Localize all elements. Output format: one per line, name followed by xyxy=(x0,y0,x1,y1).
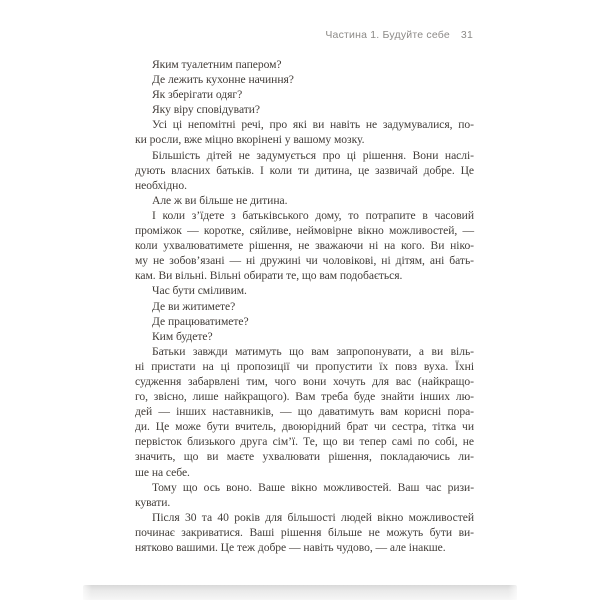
text-line: значить, що ви маєте ухвалювати рішення, покладаючись ли- xyxy=(135,450,474,464)
paragraph xyxy=(135,510,474,555)
text-line: Більшість дітей не задумується про ці рішення. Вони наслі- xyxy=(152,148,474,162)
text-line: Усі ці непомітні речі, про які ви навіть не задумувалися, по- xyxy=(152,118,474,132)
text-line: Тому що ось воно. Ваше вікно можливостей. Ваш час ризи- xyxy=(152,480,474,494)
page-bottom-edge-shadow xyxy=(83,585,517,600)
paragraph xyxy=(135,314,474,329)
paragraph xyxy=(135,299,474,314)
text-line: проміжок — коротке, сяйливе, неймовірне вікно можливостей, — xyxy=(135,224,474,238)
paragraph xyxy=(135,344,474,480)
text-line: Де ви житимете? xyxy=(152,299,236,313)
paragraph xyxy=(135,329,474,344)
text-line: му не зобов’язані — ні дружині чи чоловікові, ні дітям, ані бать- xyxy=(135,254,474,268)
text-line: необхідно. xyxy=(135,178,187,192)
paragraph xyxy=(135,480,474,510)
running-header xyxy=(135,29,473,41)
paragraph xyxy=(135,72,474,87)
text-line: Ким будете? xyxy=(152,329,213,343)
text-line: Де лежить кухонне начиння? xyxy=(152,73,294,87)
text-line: дей — інших наставників, — що даватимуть вам корисні пора- xyxy=(135,405,474,419)
text-line: І коли з’їдете з батьківського дому, то потрапите в часовий xyxy=(152,208,474,222)
text-line: ки росли, вже міцно вкорінені у вашому мозку. xyxy=(135,133,365,147)
paragraph xyxy=(135,193,474,208)
text-line: Час бути сміливим. xyxy=(152,284,247,298)
paragraph xyxy=(135,117,474,147)
paragraph xyxy=(135,148,474,193)
text-line: Але ж ви більше не дитина. xyxy=(152,193,288,207)
text-line: первісток близького друга сім’ї. Те, що ви тепер самі по собі, не xyxy=(135,435,474,449)
paragraph xyxy=(135,87,474,102)
text-line: го, звісно, лише найкращого). Вам треба буде знайти інших лю- xyxy=(135,390,474,404)
paragraph xyxy=(135,208,474,283)
paragraph xyxy=(135,283,474,298)
page-number: 31 xyxy=(460,29,473,41)
text-line: Яку віру сповідувати? xyxy=(152,103,261,117)
paragraph xyxy=(135,102,474,117)
running-header-title: Частина 1. Будуйте себе xyxy=(325,29,450,41)
text-line: починає закриватися. Ваші рішення більше не можуть бути ви- xyxy=(135,525,474,539)
text-line: ше на себе. xyxy=(135,465,190,479)
text-line: Після 30 та 40 років для більшості людей вікно можливостей xyxy=(152,510,474,524)
text-line: ні пристати на ці пропозиції чи пропустити їх повз вуха. Їхні xyxy=(135,359,474,373)
page-text xyxy=(135,57,474,555)
text-line: дують власних батьків. І коли ти дитина, це зазвичай добре. Це xyxy=(135,163,474,177)
text-line: ди. Це може бути вчитель, двоюрідний брат чи сестра, тітка чи xyxy=(135,420,474,434)
text-line: коли ухвалюватимете рішення, не зважаючи ні на кого. Ви ніко- xyxy=(135,239,474,253)
text-line: кувати. xyxy=(135,495,171,509)
text-line: Яким туалетним папером? xyxy=(152,58,282,71)
text-line: кам. Ви вільні. Вільні обирати те, що вам подобається. xyxy=(135,269,403,283)
text-line: Батьки завжди матимуть що вам запропонувати, а ви віль- xyxy=(152,344,474,358)
text-line: Де працюватимете? xyxy=(152,314,249,328)
text-line: Як зберігати одяг? xyxy=(152,88,243,102)
text-line: нятково вашими. Це теж добре — навіть чудово, — але інакше. xyxy=(135,541,446,554)
paragraph xyxy=(135,57,474,72)
text-line: судження забарвлені тим, чого вони хочуть для вас (найкращо- xyxy=(135,374,474,388)
